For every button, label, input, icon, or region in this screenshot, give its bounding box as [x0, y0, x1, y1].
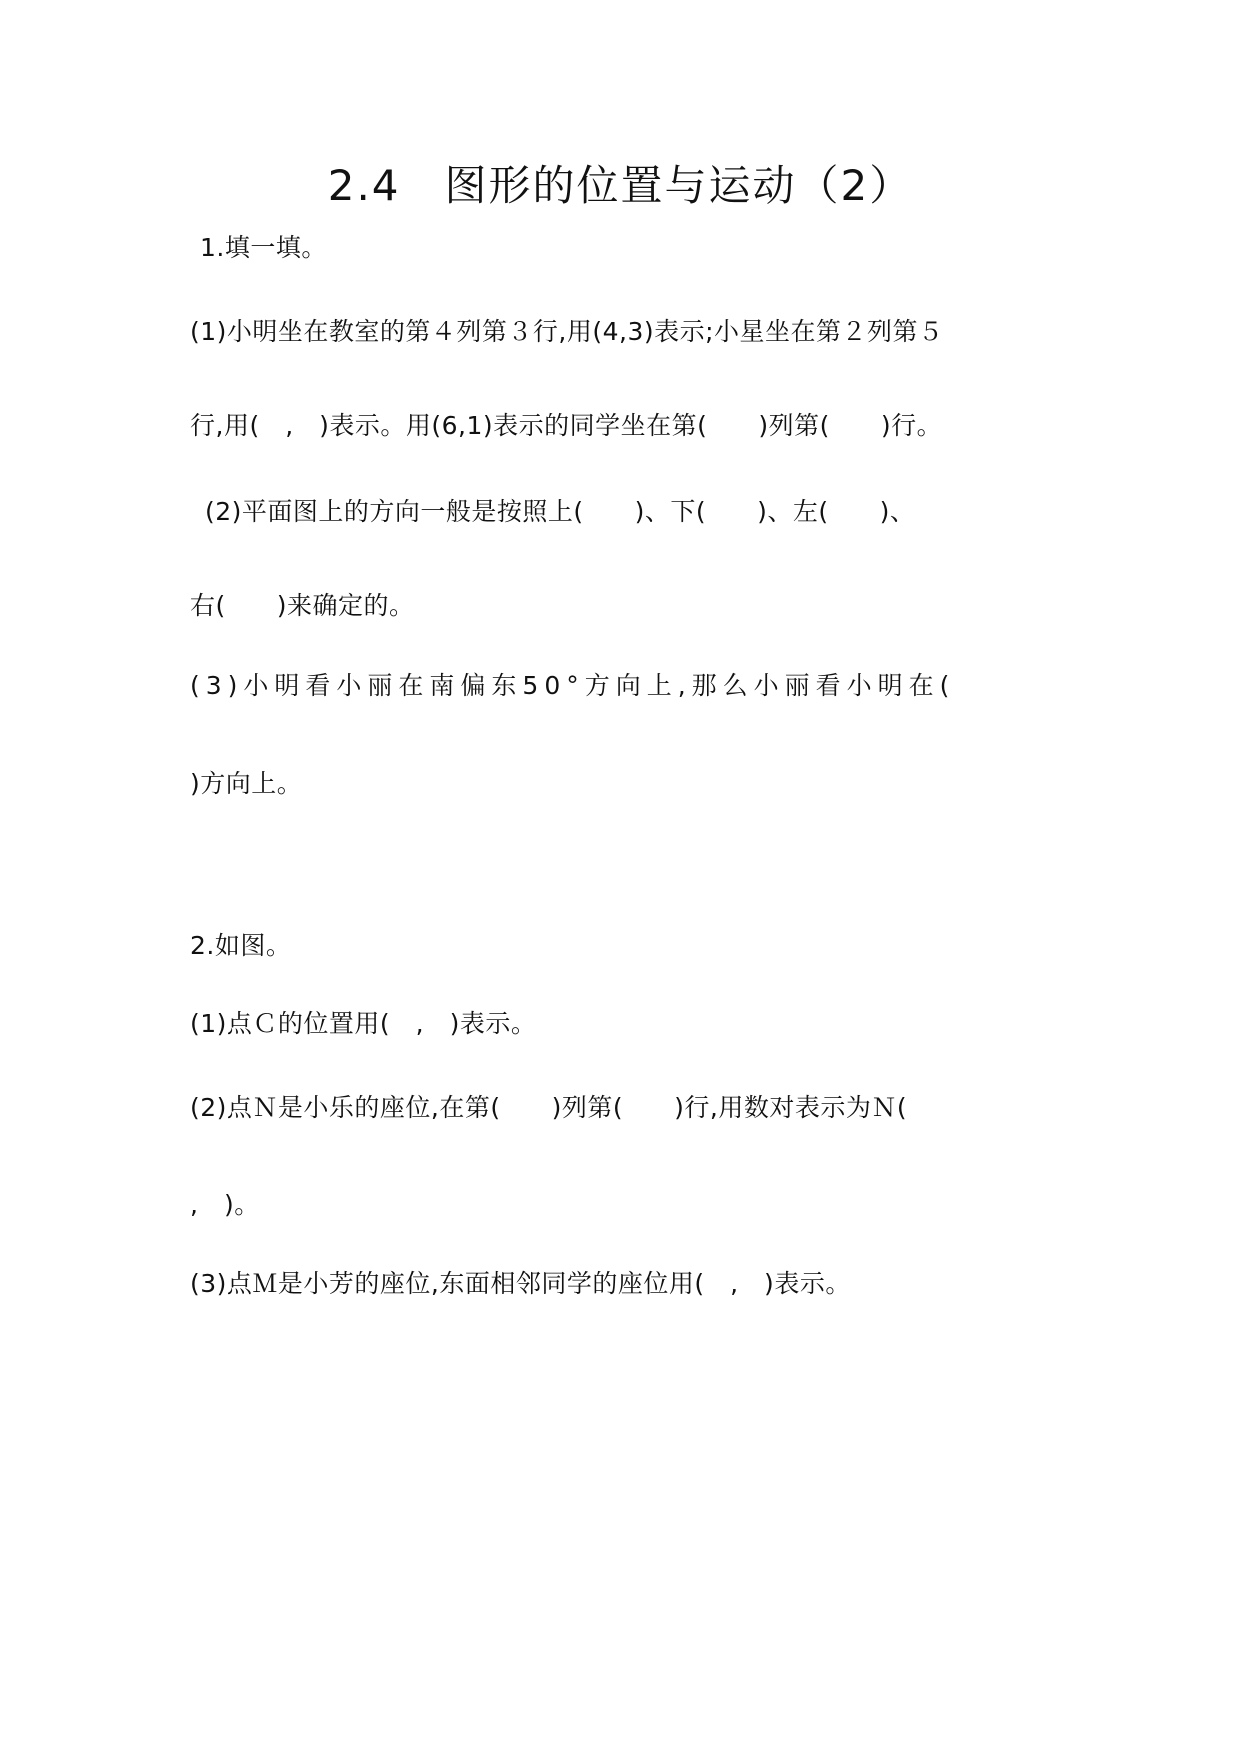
s1-q1-line2: 行,用( , )表示。用(6,1)表示的同学坐在第( )列第( )行。: [190, 411, 943, 440]
section1-heading: 1.填一填。: [200, 233, 327, 262]
s2-q3: (3)点Ｍ是小芳的座位,东面相邻同学的座位用( , )表示。: [190, 1269, 851, 1298]
s1-q2-line1: (2)平面图上的方向一般是按照上( )、下( )、左( )、: [205, 497, 916, 526]
s1-q2-line2: 右( )来确定的。: [190, 591, 415, 620]
page-title: 2.4 图形的位置与运动（2）: [327, 161, 914, 210]
s1-q3-line1: (3)小明看小丽在南偏东50°方向上,那么小丽看小明在(: [190, 671, 956, 700]
s1-q3-line2: )方向上。: [190, 769, 303, 798]
s1-q1-line1: (1)小明坐在教室的第４列第３行,用(4,3)表示;小星坐在第２列第５: [190, 317, 944, 346]
s2-q2-line1: (2)点Ｎ是小乐的座位,在第( )列第( )行,用数对表示为Ｎ(: [190, 1093, 908, 1122]
s2-q2-line2: , )。: [190, 1190, 260, 1219]
s2-q1: (1)点Ｃ的位置用( , )表示。: [190, 1009, 537, 1038]
section2-heading: 2.如图。: [190, 931, 292, 960]
